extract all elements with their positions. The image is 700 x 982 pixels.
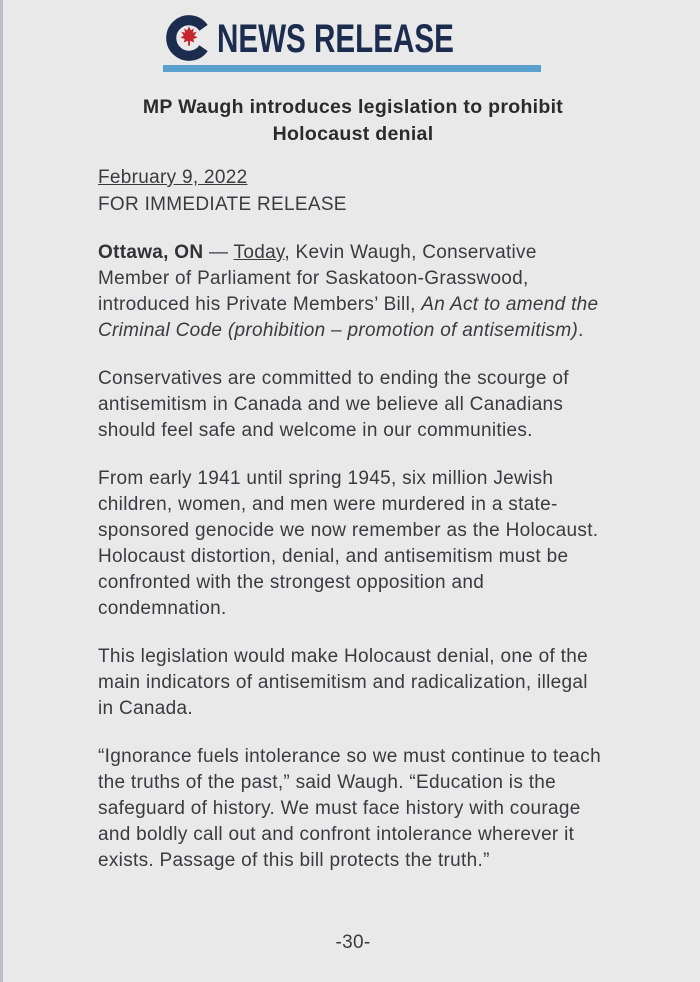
paragraph-legislation-effect: This legislation would make Holocaust denial, one of the main indicators of antisemitism and radicalization, illegal in Canada. bbox=[98, 646, 588, 719]
paragraph-holocaust-history: From early 1941 until spring 1945, six million Jewish children, women, and men were murdered in a state-sponsored genocide we now remember as the Holocaust. Holocaust distortion, denial, and antisemitism must be confronted with the strongest opposition and condemnation. bbox=[98, 468, 599, 619]
header-accent-bar bbox=[163, 65, 541, 72]
release-title bbox=[98, 94, 608, 148]
paragraph-quote: “Ignorance fuels intolerance so we must continue to teach the truths of the past,” said Waugh. “Education is the safeguard of history. We must face history with courage and boldly call out and confront intolerance wherever it exists. Passage of this bill protects the truth.” bbox=[98, 746, 601, 871]
bill-title: An Act to amend the Criminal Code (prohibition – promotion of antisemitism) bbox=[98, 294, 599, 341]
date-line bbox=[98, 164, 608, 191]
news-release-page bbox=[3, 0, 700, 982]
paragraph-commitment: Conservatives are committed to ending the scourge of antisemitism in Canada and we believe all Canadians should feel safe and welcome in our communities. bbox=[98, 368, 569, 441]
title-line-2: Holocaust denial bbox=[272, 123, 434, 145]
release-content bbox=[3, 72, 700, 956]
distribution-line: FOR IMMEDIATE RELEASE bbox=[98, 194, 347, 215]
dateline-city: Ottawa, ON bbox=[98, 242, 204, 263]
conservative-logo bbox=[3, 14, 700, 62]
release-meta bbox=[98, 164, 608, 218]
header bbox=[3, 0, 700, 72]
end-mark: -30- bbox=[335, 932, 371, 953]
conservative-c-maple-leaf-icon bbox=[165, 14, 213, 62]
title-line-1: MP Waugh introduces legislation to prohibit bbox=[142, 96, 564, 118]
lead-text: , Kevin Waugh, Conservative Member of Parliament for Saskatoon-Grasswood, introduced his Private Members’ Bill, bbox=[98, 242, 537, 315]
news-release-wordmark: NEWS RELEASE bbox=[217, 17, 455, 61]
paragraph-lead bbox=[98, 240, 608, 344]
today-link[interactable]: Today bbox=[233, 242, 285, 263]
dateline-dash: — bbox=[203, 242, 234, 263]
release-date: February 9, 2022 bbox=[98, 167, 248, 188]
lead-period: . bbox=[578, 320, 584, 341]
